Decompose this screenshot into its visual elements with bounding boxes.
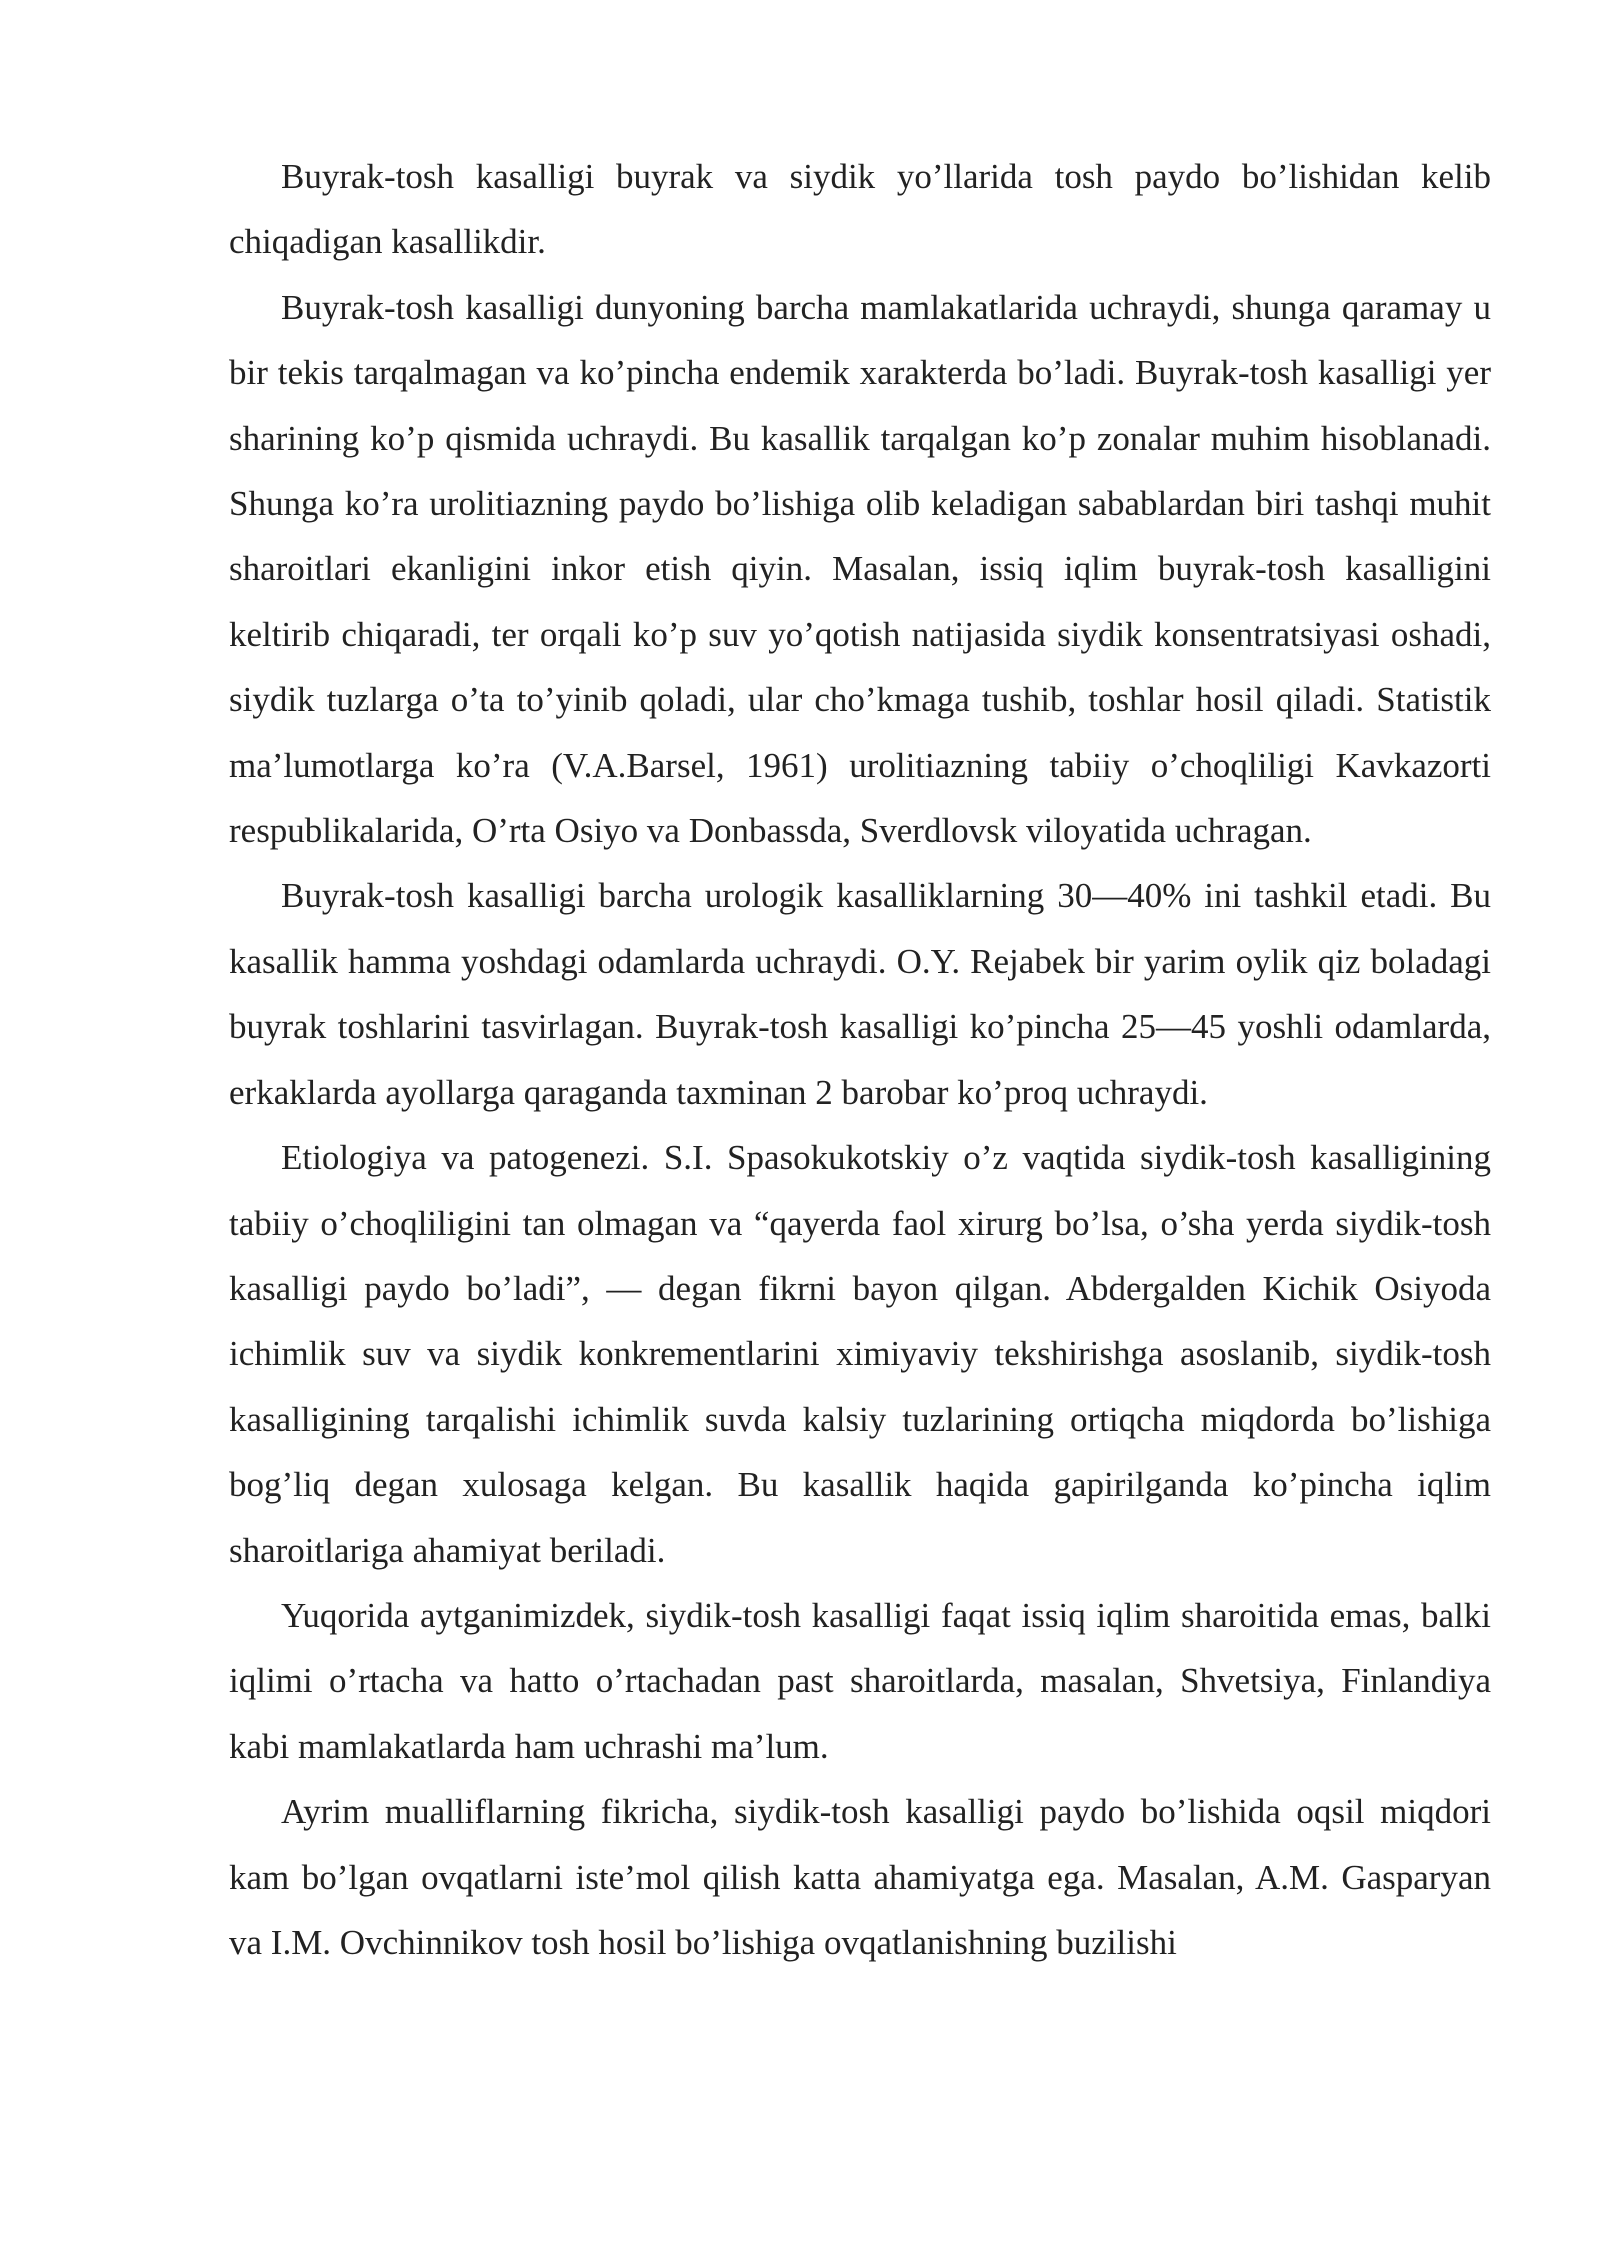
paragraph-2: Buyrak-tosh kasalligi dunyoning barcha mamlakatlarida uchraydi, shunga qaramay u bir tekis tarqalmagan va ko’pincha endemik xarakterda bo’ladi. Buyrak-tosh kasalligi yer sharining ko’p qismida uchraydi. Bu kasallik tarqalgan ko’p zonalar muhim hisoblanadi. Shunga ko’ra urolitiazning paydo bo’lishiga olib keladigan sabablardan biri tashqi muhit sharoitlari ekanligini inkor etish qiyin. Masalan, issiq iqlim buyrak-tosh kasalligini keltirib chiqaradi, ter orqali ko’p suv yo’qotish natijasida siydik konsentratsiyasi oshadi, siydik tuzlarga o’ta to’yinib qoladi, ular cho’kmaga tushib, toshlar hosil qiladi. Statistik ma’lumotlarga ko’ra (V.A.Barsel, 1961) urolitiazning tabiiy o’choqliligi Kavkazorti respublikalarida, O’rta Osiyo va Donbassda, Sverdlovsk viloyatida uchragan.	[229, 287, 1491, 851]
paragraph-3: Buyrak-tosh kasalligi barcha urologik kasalliklarning 30—40% ini tashkil etadi. Bu kasallik hamma yoshdagi odamlarda uchraydi. O.Y. Rejabek bir yarim oylik qiz boladagi buyrak toshlarini tasvirlagan. Buyrak-tosh kasalligi ko’pincha 25—45 yoshli odamlarda, erkaklarda ayollarga qaraganda taxminan 2 barobar ko’proq uchraydi.	[229, 876, 1491, 1112]
paragraph-1: Buyrak-tosh kasalligi buyrak va siydik yo’llarida tosh paydo bo’lishidan kelib chiqadigan kasallikdir.	[229, 157, 1491, 262]
paragraph-6: Ayrim mualliflarning fikricha, siydik-tosh kasalligi paydo bo’lishida oqsil miqdori kam bo’lgan ovqatlarni iste’mol qilish katta ahamiyatga ega. Masalan, A.M. Gasparyan va I.M. Ovchinnikov tosh hosil bo’lishiga ovqatlanishning buzilishi	[229, 1792, 1491, 1962]
paragraph-5: Yuqorida aytganimizdek, siydik-tosh kasalligi faqat issiq iqlim sharoitida emas, balki iqlimi o’rtacha va hatto o’rtachadan past sharoitlarda, masalan, Shvetsiya, Finlandiya kabi mamlakatlarda ham uchrashi ma’lum.	[229, 1595, 1491, 1766]
document-body	[229, 144, 1491, 1975]
paragraph-4: Etiologiya va patogenezi. S.I. Spasokukotskiy o’z vaqtida siydik-tosh kasalligining tabiiy o’choqliligini tan olmagan va “qayerda faol xirurg bo’lsa, o’sha yerda siydik-tosh kasalligi paydo bo’ladi”, — degan fikrni bayon qilgan. Abdergalden Kichik Osiyoda ichimlik suv va siydik konkrementlarini ximiyaviy tekshirishga asoslanib, siydik-tosh kasalligining tarqalishi ichimlik suvda kalsiy tuzlarining ortiqcha miqdorda bo’lishiga bog’liq degan xulosaga kelgan. Bu kasallik haqida gapirilganda ko’pincha iqlim sharoitlariga ahamiyat beriladi.	[229, 1138, 1491, 1570]
